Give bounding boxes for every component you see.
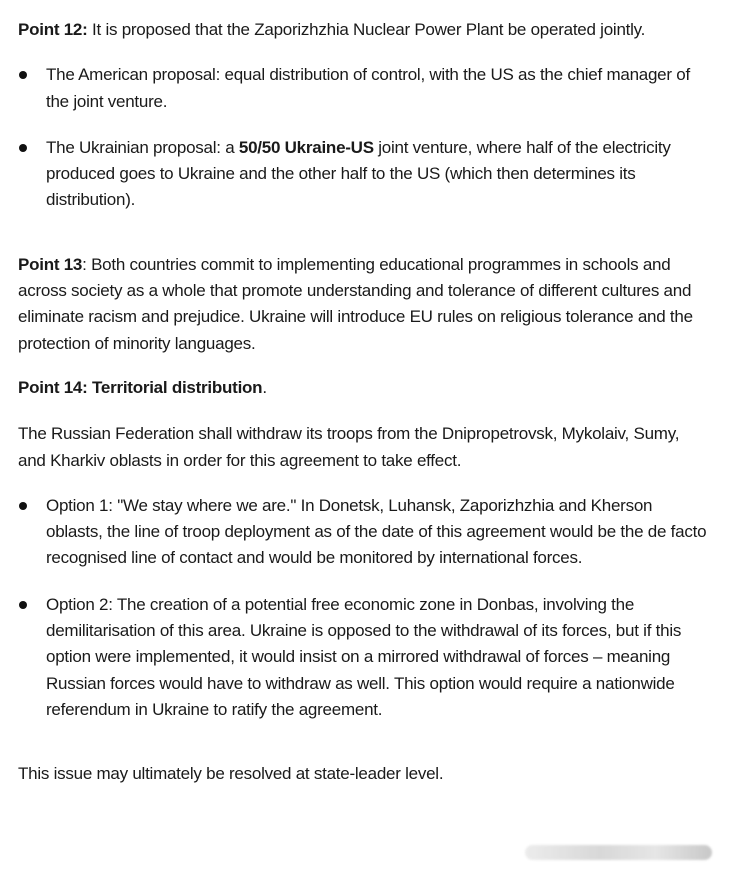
point-13-label: Point 13 [18,254,83,274]
list-item-text: joint venture, where half of the electricity produced goes to Ukraine and the other half to the US (which then determines its distribution). [46,137,671,210]
list-item-text: The Ukrainian proposal: a [46,137,239,157]
article-body [18,17,708,788]
list-item [18,62,708,115]
watermark [525,845,712,860]
point-14-suffix: . [262,377,267,397]
point-13-text: : Both countries commit to implementing educational programmes in schools and across society as a whole that promote understanding and tolerance of different cultures and eliminate racism and prejudice. Ukraine will introduce EU rules on religious tolerance and the protection of minority languages. [18,254,693,353]
list-item [18,493,708,572]
list-item-text: Option 1: "We stay where we are." In Donetsk, Luhansk, Zaporizhzhia and Kherson oblasts, the line of troop deployment as of the date of this agreement would be the de facto recognised line of contact and would be monitored by international forces. [46,495,707,568]
list-item [18,135,708,214]
point-14-label: Point 14: Territorial distribution [18,377,263,397]
point-12-list [18,62,708,213]
point-12-label: Point 12: [18,20,88,39]
point-12-paragraph [18,17,708,43]
point-13-paragraph [18,252,708,357]
list-item-text: Option 2: The creation of a potential free economic zone in Donbas, involving the demilitarisation of this area. Ukraine is opposed to the withdrawal of its forces, but if this option were implemented, it would insist on a mirrored withdrawal of forces – meaning Russian forces would have to withdraw as well. This option would require a nationwide referendum in Ukraine to ratify the agreement. [46,594,682,719]
point-14-intro: The Russian Federation shall withdraw its troops from the Dnipropetrovsk, Mykolaiv, Sumy, and Kharkiv oblasts in order for this agreement to take effect. [18,424,680,470]
list-item-bold: 50/50 Ukraine-US [238,137,374,157]
point-12-text: It is proposed that the Zaporizhzhia Nuclear Power Plant be operated jointly. [87,20,646,39]
list-item-text: The American proposal: equal distribution of control, with the US as the chief manager of the joint venture. [46,65,690,111]
point-14-heading [18,375,708,401]
closing-paragraph: This issue may ultimately be resolved at state-leader level. [18,764,444,784]
point-14-list [18,493,708,723]
list-item [18,592,708,723]
